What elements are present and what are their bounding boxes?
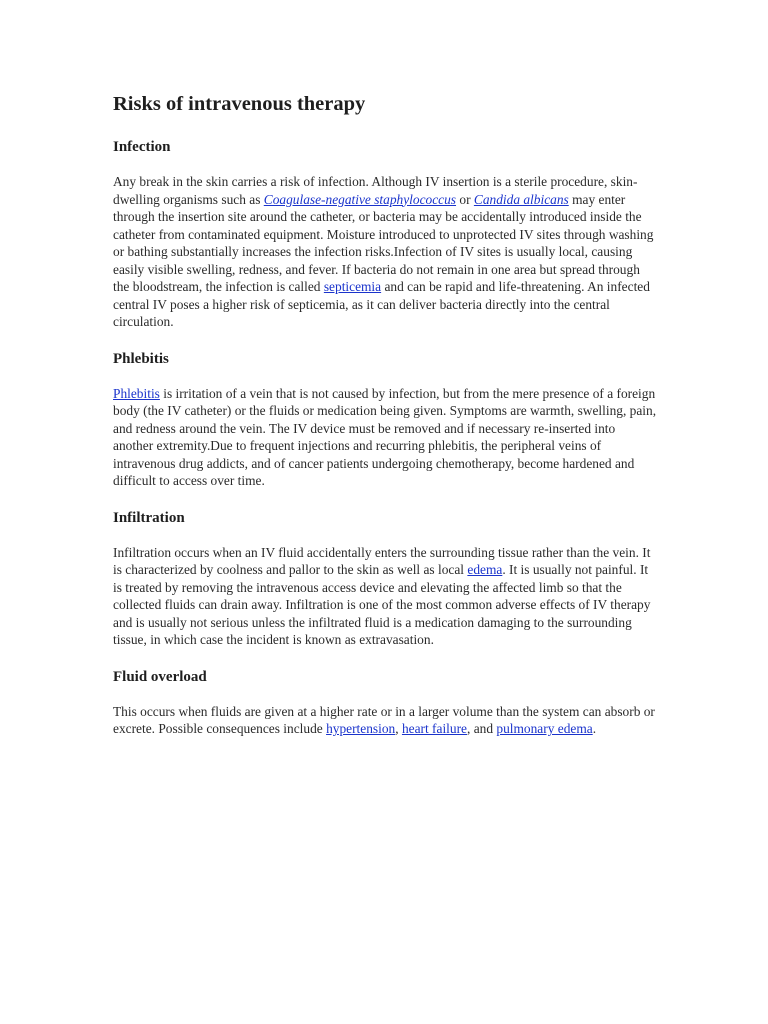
section-heading-infiltration: Infiltration	[113, 509, 185, 526]
paragraph-text: . It is usually not painful. It is treated by removing the intravenous access device and elevating the affected limb so that the collected fluids can drain away. Infiltration is one of the most common adverse effects of IV therapy and is usually not serious unless the infiltrated fluid is a medication damaging to the surrounding tissue, in which case the incident is known as extravasation.	[113, 562, 651, 647]
section-paragraph-infection	[113, 173, 658, 331]
paragraph-text: or	[456, 191, 474, 207]
inline-link[interactable]: Phlebitis	[113, 385, 160, 401]
inline-link[interactable]: heart failure	[401, 721, 467, 736]
inline-link[interactable]: hypertension	[326, 721, 396, 736]
page-title: Risks of intravenous therapy	[113, 93, 366, 115]
paragraph-text: Any break in the skin carries a risk of infection. Although IV insertion is a sterile procedure, skin-dwelling organisms such as	[113, 174, 638, 207]
paragraph-text: and can be rapid and life-threatening. An infected central IV poses a higher risk of septicemia, as it can deliver bacteria directly into the central circulation.	[113, 279, 650, 329]
paragraph-text: is irritation of a vein that is not caused by infection, but from the mere presence of a foreign body (the IV catheter) or the fluids or medication being given. Symptoms are warmth, swelling, pain, and redness around the vein. The IV device must be removed and if necessary re-inserted into another extremity.Due to frequent injections and recurring phlebitis, the peripheral veins of intravenous drug addicts, and of cancer patients undergoing chemotherapy, become hardened and difficult to access over time.	[113, 385, 657, 488]
inline-link[interactable]: edema	[467, 562, 503, 577]
section-heading-phlebitis: Phlebitis	[113, 350, 169, 367]
inline-link[interactable]: septicemia	[323, 279, 382, 294]
inline-link[interactable]: Candida albicans	[473, 191, 569, 207]
document-page	[113, 91, 658, 738]
inline-link[interactable]: Coagulase-negative staphylococcus	[263, 191, 457, 207]
inline-link[interactable]: pulmonary edema	[496, 721, 593, 736]
paragraph-text: may enter through the insertion site around the catheter, or bacteria may be accidentally introduced inside the catheter from contaminated equipment. Moisture introduced to unprotected IV sites through washing or bathing substantially increases the infection risks.Infection of IV sites is usually local, causing easily visible swelling, redness, and fever. If bacteria do not remain in one area but spread through the bloodstream, the infection is called	[113, 191, 654, 294]
section-paragraph-phlebitis	[113, 385, 658, 490]
section-paragraph-fluid-overload	[113, 703, 658, 738]
paragraph-text: ,	[395, 721, 402, 736]
paragraph-text: This occurs when fluids are given at a higher rate or in a larger volume than the system can absorb or excrete. Possible consequences include	[113, 703, 655, 736]
section-heading-infection: Infection	[113, 139, 171, 155]
paragraph-text: , and	[467, 721, 497, 736]
paragraph-text: Infiltration occurs when an IV fluid accidentally enters the surrounding tissue rather than the vein. It is characterized by coolness and pallor to the skin as well as local	[113, 544, 651, 577]
section-paragraph-infiltration	[113, 544, 658, 649]
section-heading-fluid-overload: Fluid overload	[113, 668, 207, 685]
paragraph-text: .	[592, 721, 597, 736]
